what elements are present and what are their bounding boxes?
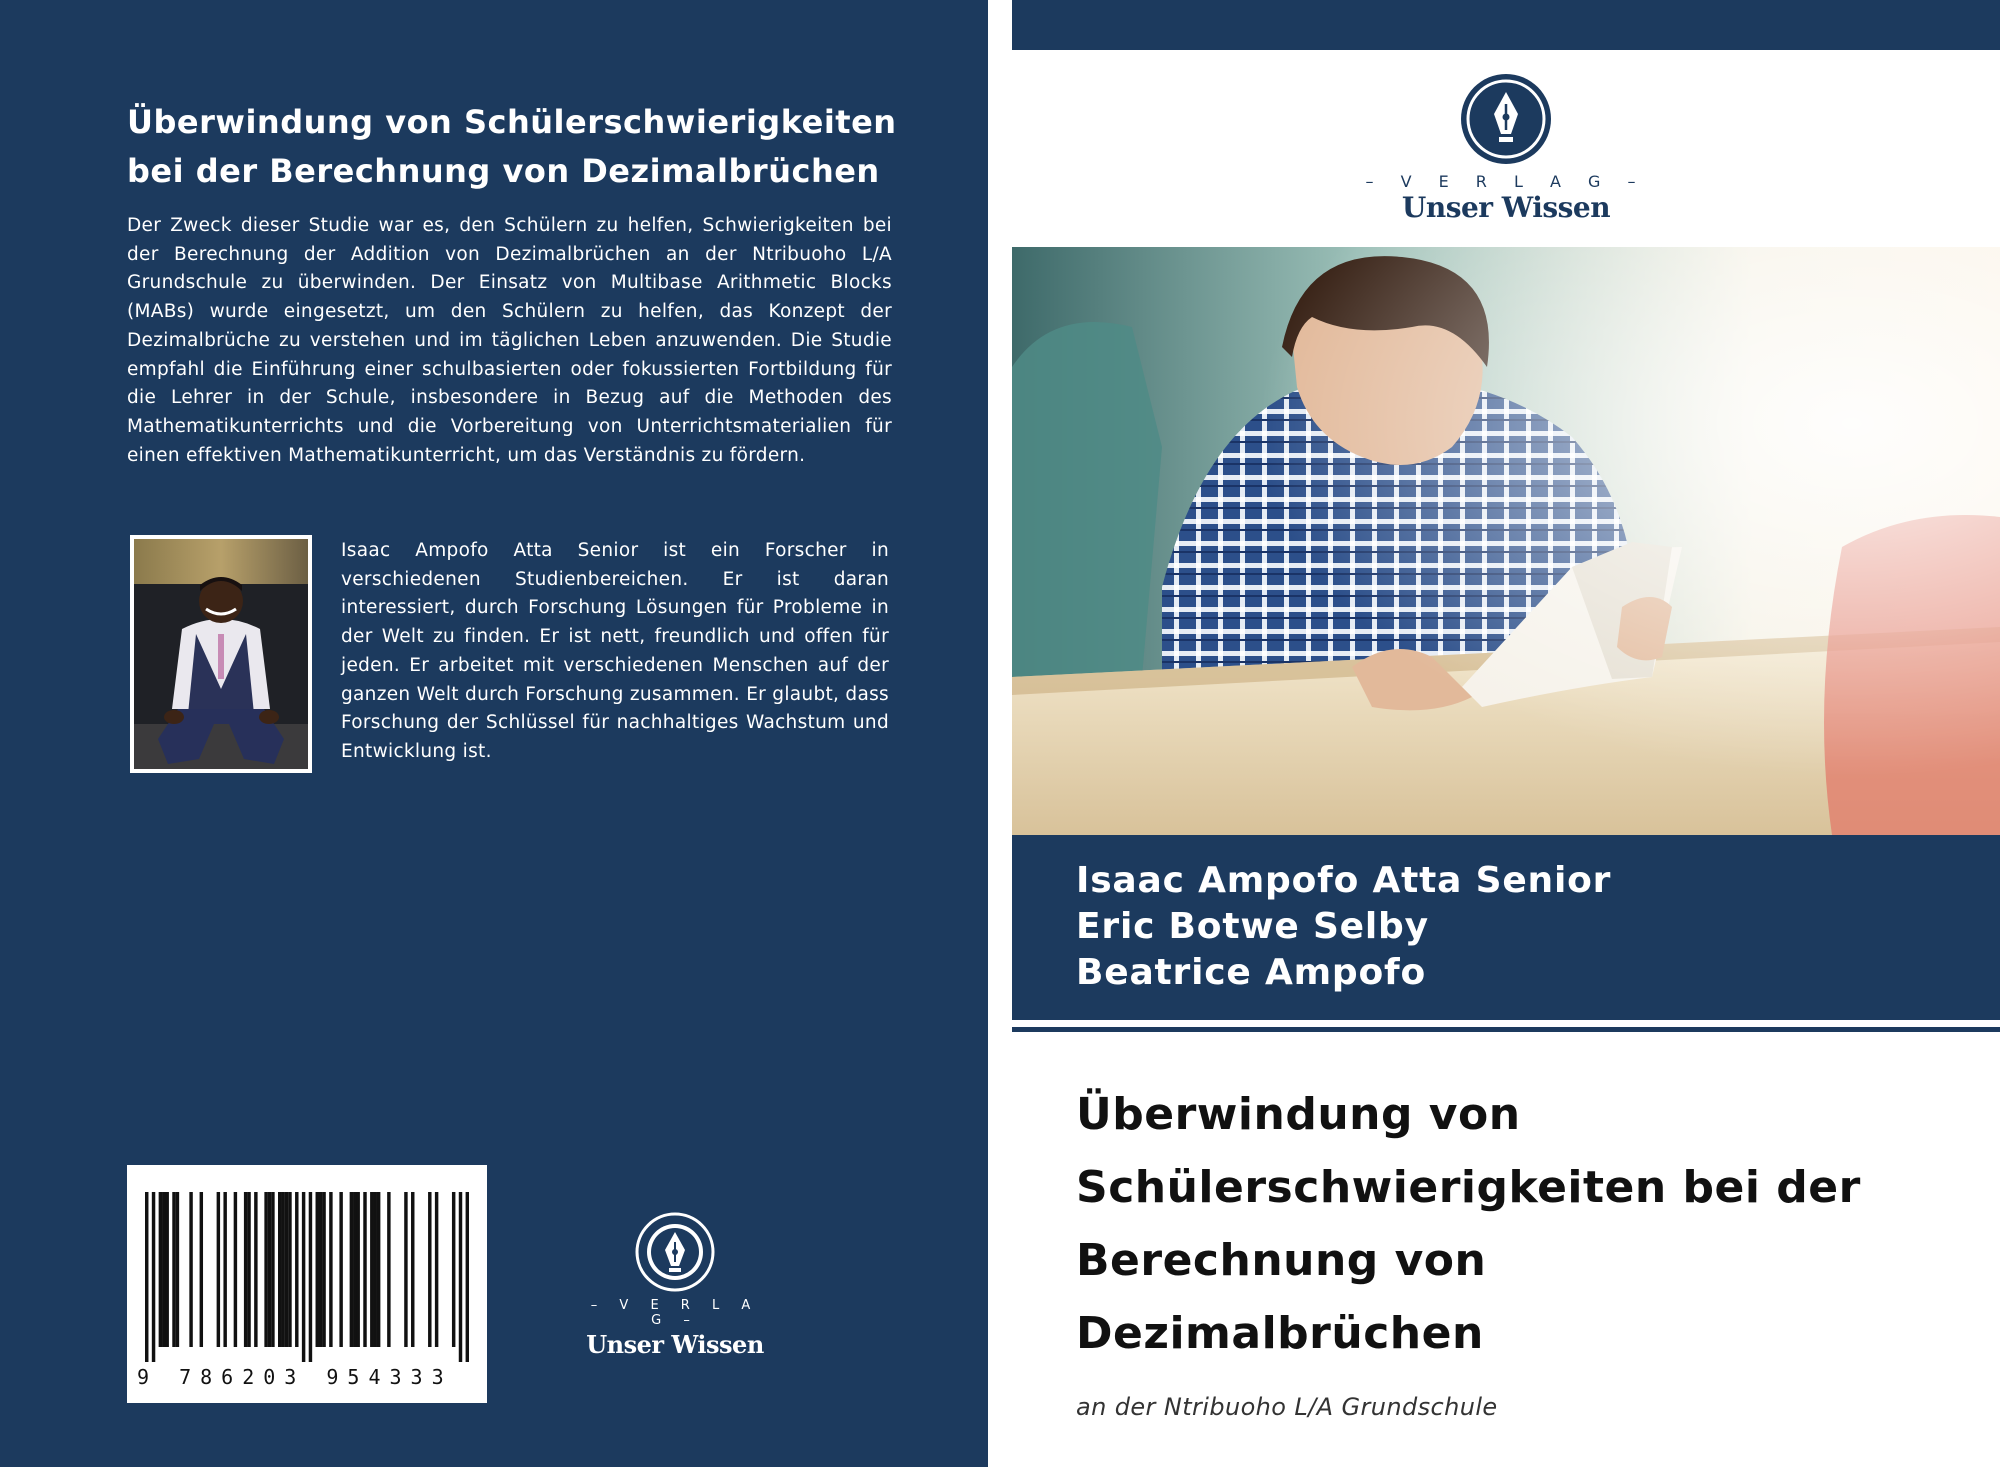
barcode-bar [350,1192,353,1347]
front-title-line-1: Überwindung von [1076,1089,1521,1140]
front-title-line-2: Schülerschwierigkeiten bei der [1076,1162,1861,1213]
barcode-bar [459,1192,462,1362]
barcode-bar [247,1192,250,1347]
barcode-digits: 9 786203 954333 [137,1365,453,1389]
barcode-bar [353,1192,356,1347]
barcode-bar [244,1192,247,1347]
barcode-bar [322,1192,325,1347]
front-logo-verlag-label: – V E R L A G – [1365,172,1647,191]
barcode-bar [377,1192,380,1347]
barcode-bar [176,1192,179,1347]
barcode-bar [435,1192,438,1347]
barcode-bar [189,1192,192,1347]
front-logo-brand-name: Unser Wissen [1401,191,1611,224]
barcode-bar [234,1192,237,1347]
barcode-bar [319,1192,322,1347]
back-cover-title [127,98,897,196]
barcode-bar [288,1192,291,1347]
barcode-bar [339,1192,342,1347]
barcode-bar [162,1192,165,1347]
front-cover-title [1076,1078,1976,1370]
barcode-bar [387,1192,390,1347]
barcode-bar [159,1192,162,1347]
front-cover [1012,0,2000,1467]
barcode-bar [281,1192,284,1347]
author-name-2: Eric Botwe Selby [1076,906,1429,947]
spine-gap [988,0,1012,1467]
barcode-bar [165,1192,168,1347]
back-publisher-logo [580,1212,770,1359]
divider-line [1012,1027,2000,1032]
front-title-line-4: Dezimalbrüchen [1076,1308,1484,1359]
barcode-bar [452,1192,455,1347]
barcode-bar [152,1192,155,1362]
back-logo-verlag-label: – V E R L A G – [590,1298,760,1328]
book-abstract: Der Zweck dieser Studie war es, den Schülern zu helfen, Schwierigkeiten bei der Berechnung der Addition von Dezimalbrüchen an der Ntribuoho L/A Grundschule zu überwinden. Der Einsatz von Multibase Arithmetic Blocks (MABs) wurde eingesetzt, um den Schülern zu helfen, das Konzept der Dezimalbrüche zu verstehen und im täglichen Leben anzuwenden. Die Studie empfahl die Einführung einer schulbasierten oder fokussierten Fortbildung für die Lehrer in der Schule, insbesondere in Bezug auf die Methoden des Mathematikunterrichts und die Vorbereitung von Unterrichtsmaterialien für einen effektiven Mathematikunterricht, um das Verständnis zu fördern. [127,215,892,466]
back-cover [0,0,988,1467]
back-logo-brand-name: Unser Wissen [586,1330,764,1359]
barcode-bar [309,1192,312,1362]
barcode-bar [374,1192,377,1347]
barcode-bar [428,1192,431,1347]
barcode-bar [295,1192,298,1347]
barcode-bar [200,1192,203,1347]
fountain-pen-nib-icon [635,1212,715,1292]
author-portrait-image [134,539,308,769]
authors-band [1012,835,2000,1020]
barcode-bar [268,1192,271,1347]
barcode-bar [370,1192,373,1347]
barcode-bar [264,1192,267,1347]
barcode-bar [363,1192,366,1347]
front-publisher-logo [1012,72,2000,224]
front-top-bar [1012,0,2000,50]
barcode-bar [172,1192,175,1347]
fountain-pen-nib-icon [1459,72,1553,166]
barcode-bar [145,1192,148,1362]
barcode-bar [217,1192,220,1347]
barcode-bar [285,1192,288,1347]
barcode-bar [302,1192,305,1362]
barcode-bar [316,1192,319,1347]
author-name-3: Beatrice Ampofo [1076,952,1427,993]
isbn-barcode [127,1165,487,1403]
barcode-bar [329,1192,332,1347]
barcode-bar [466,1192,469,1362]
student-reading-image [1012,247,2000,835]
front-title-line-3: Berechnung von [1076,1235,1487,1286]
back-title-line-1: Überwindung von Schülerschwierigkeiten [127,103,897,141]
barcode-bar [223,1192,226,1347]
author-name-1: Isaac Ampofo Atta Senior [1076,860,1612,901]
back-title-line-2: bei der Berechnung von Dezimalbrüchen [127,152,880,190]
barcode-bar [356,1192,359,1347]
barcode-bar [271,1192,274,1347]
author-biography: Isaac Ampofo Atta Senior ist ein Forscher in verschiedenen Studienbereichen. Er ist daran interessiert, durch Forschung Lösungen für Probleme in der Welt zu finden. Er ist nett, freundlich und offen für jeden. Er arbeitet mit verschiedenen Menschen auf der ganzen Welt durch Forschung zusammen. Er glaubt, dass Forschung der Schlüssel für nachhaltiges Wachstum und Entwicklung ist. [341,540,889,762]
author-photo [130,535,312,773]
barcode-bar [411,1192,414,1347]
cover-photo-student-reading [1012,247,2000,835]
front-cover-subtitle: an der Ntribuoho L/A Grundschule [1076,1393,1498,1421]
barcode-bar [254,1192,257,1347]
barcode-bar [404,1192,407,1347]
barcode-bar [278,1192,281,1347]
barcode-bars [145,1192,469,1362]
